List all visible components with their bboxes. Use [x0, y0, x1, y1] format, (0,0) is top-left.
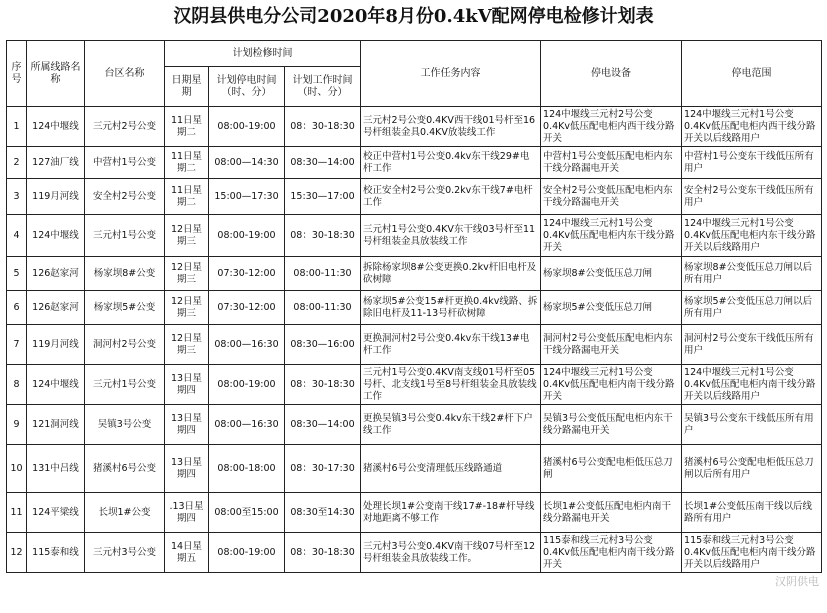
cell-area: 长坝1#公变 [85, 493, 165, 533]
cell-area: 安全村2号公变 [85, 179, 165, 215]
header-scope: 停电范围 [682, 41, 822, 107]
cell-task: 三元村1号公变0.4KV东干线03号杆至11号杆组装金具放装线工作 [361, 215, 541, 257]
cell-work: 08:00-11:30 [285, 291, 361, 325]
cell-outage: 08:00-18:00 [209, 445, 285, 493]
watermark: 汉阴供电 [775, 575, 819, 588]
cell-task: 更换吴镇3号公变0.4kv东干线2#杆下户线工作 [361, 405, 541, 445]
table-row [7, 257, 822, 291]
table-row [7, 365, 822, 405]
cell-task: 校正安全村2号公变0.2kv东干线7#电杆工作 [361, 179, 541, 215]
cell-outage: 08:00-19:00 [209, 365, 285, 405]
cell-line: 119月河线 [27, 325, 85, 365]
cell-date: 12日星期三 [165, 257, 209, 291]
cell-device: 124中堰线三元村2号公变0.4Kv低压配电柜内西干线分路开关 [541, 107, 682, 147]
cell-device: 猪溪村6号公变配电柜低压总刀闸 [541, 445, 682, 493]
cell-task: 三元村2号公变0.4KV西干线01号杆至16号杆组装金具0.4KV放装线工作 [361, 107, 541, 147]
cell-line: 124中堰线 [27, 107, 85, 147]
cell-work: 08：30-18:30 [285, 107, 361, 147]
header-date: 日期星期 [165, 67, 209, 107]
cell-outage: 08:00至15:00 [209, 493, 285, 533]
cell-device: 124中堰线三元村1号公变0.4Kv低压配电柜内东干线分路开关 [541, 215, 682, 257]
cell-outage: 08:00—16:30 [209, 405, 285, 445]
table-row [7, 215, 822, 257]
cell-area: 杨家坝8#公变 [85, 257, 165, 291]
table-row [7, 291, 822, 325]
cell-no: 5 [7, 257, 27, 291]
cell-outage: 08:00—16:30 [209, 325, 285, 365]
header-device: 停电设备 [541, 41, 682, 107]
cell-outage: 08:00—14:30 [209, 147, 285, 179]
table-row [7, 533, 822, 573]
cell-area: 吴镇3号公变 [85, 405, 165, 445]
cell-no: 10 [7, 445, 27, 493]
cell-area: 三元村1号公变 [85, 215, 165, 257]
cell-date: 13日星期四 [165, 365, 209, 405]
cell-outage: 08:00-19:00 [209, 215, 285, 257]
cell-area: 三元村3号公变 [85, 533, 165, 573]
cell-task: 更换洞河村2号公变0.4kv东干线13#电杆工作 [361, 325, 541, 365]
cell-date: 12日星期三 [165, 325, 209, 365]
cell-task: 三元村3号公变0.4KV南干线07号杆至12号杆组装金具放装线工作。 [361, 533, 541, 573]
cell-no: 6 [7, 291, 27, 325]
cell-date: 11日星期二 [165, 107, 209, 147]
cell-device: 124中堰线三元村1号公变0.4Kv低压配电柜内南干线分路开关 [541, 365, 682, 405]
header-task: 工作任务内容 [361, 41, 541, 107]
cell-work: 08：30-17:30 [285, 445, 361, 493]
cell-date: 11日星期二 [165, 179, 209, 215]
cell-task: 杨家坝5#公变15#杆更换0.4kv线路、拆除旧电杆及11-13号杆砍树障 [361, 291, 541, 325]
header-area: 台区名称 [85, 41, 165, 107]
cell-work: 08:00-11:30 [285, 257, 361, 291]
cell-outage: 07:30-12:00 [209, 257, 285, 291]
cell-line: 121洞河线 [27, 405, 85, 445]
cell-no: 8 [7, 365, 27, 405]
header-seq: 序号 [7, 41, 27, 107]
cell-device: 洞河村2号公变低压配电柜内东干线分路漏电开关 [541, 325, 682, 365]
cell-scope: 124中堰线三元村1号公变0.4Kv低压配电柜内西干线分路开关以后线路用户 [682, 107, 822, 147]
cell-device: 中营村1号公变低压配电柜内东干线分路漏电开关 [541, 147, 682, 179]
cell-line: 115泰和线 [27, 533, 85, 573]
cell-work: 08：30-18:30 [285, 365, 361, 405]
cell-no: 2 [7, 147, 27, 179]
cell-work: 15:30—17:00 [285, 179, 361, 215]
cell-outage: 07:30-12:00 [209, 291, 285, 325]
cell-task: 三元村1号公变0.4KV南支线01号杆至05号杆、北支线1号至8号杆组装金具放装线工作 [361, 365, 541, 405]
cell-outage: 08:00-19:00 [209, 107, 285, 147]
cell-work: 08:30至14:30 [285, 493, 361, 533]
cell-device: 长坝1#公变低压配电柜内南干线分路漏电开关 [541, 493, 682, 533]
cell-work: 08:30—14:00 [285, 405, 361, 445]
cell-no: 3 [7, 179, 27, 215]
outage-plan-table [6, 40, 822, 573]
cell-work: 08：30-18:30 [285, 215, 361, 257]
cell-no: 12 [7, 533, 27, 573]
cell-date: 13日星期四 [165, 405, 209, 445]
cell-date: 14日星期五 [165, 533, 209, 573]
cell-device: 115泰和线三元村3号公变0.4Kv低压配电柜内南干线分路开关 [541, 533, 682, 573]
cell-date: 11日星期二 [165, 147, 209, 179]
cell-task: 处理长坝1#公变南干线17#-18#杆导线对地距离不够工作 [361, 493, 541, 533]
header-outage-time: 计划停电时间（时、分） [209, 67, 285, 107]
cell-scope: 猪溪村6号公变配电柜低压总刀闸以后所有用户 [682, 445, 822, 493]
cell-scope: 吴镇3号公变东干线低压所有用户 [682, 405, 822, 445]
cell-area: 三元村1号公变 [85, 365, 165, 405]
cell-area: 中营村1号公变 [85, 147, 165, 179]
table-row [7, 493, 822, 533]
header-line: 所属线路名 称 [27, 41, 85, 107]
cell-device: 杨家坝8#公变低压总刀闸 [541, 257, 682, 291]
cell-date: 13日星期四 [165, 445, 209, 493]
cell-scope: 杨家坝5#公变低压总刀闸以后所有用户 [682, 291, 822, 325]
cell-task: 猪溪村6号公变清理低压线路通道 [361, 445, 541, 493]
cell-date: .13日星期四 [165, 493, 209, 533]
header-work-time: 计划工作时间（时、分） [285, 67, 361, 107]
cell-date: 12日星期三 [165, 291, 209, 325]
cell-outage: 15:00—17:30 [209, 179, 285, 215]
table-row [7, 325, 822, 365]
cell-scope: 115泰和线三元村3号公变0.4Kv低压配电柜内南干线分路开关以后线路用户 [682, 533, 822, 573]
cell-device: 吴镇3号公变低压配电柜内东干线分路漏电开关 [541, 405, 682, 445]
table-row [7, 107, 822, 147]
table-row [7, 179, 822, 215]
cell-line: 126赵家河 [27, 291, 85, 325]
cell-no: 11 [7, 493, 27, 533]
cell-scope: 中营村1号公变东干线低压所有用户 [682, 147, 822, 179]
cell-no: 4 [7, 215, 27, 257]
cell-no: 7 [7, 325, 27, 365]
cell-area: 三元村2号公变 [85, 107, 165, 147]
cell-device: 杨家坝5#公变低压总刀闸 [541, 291, 682, 325]
cell-scope: 长坝1#公变低压南干线以后线路所有用户 [682, 493, 822, 533]
cell-no: 1 [7, 107, 27, 147]
cell-work: 08:30—14:00 [285, 147, 361, 179]
cell-scope: 安全村2号公变东干线低压所有用户 [682, 179, 822, 215]
cell-work: 08：30-18:30 [285, 533, 361, 573]
cell-no: 9 [7, 405, 27, 445]
cell-line: 131中吕线 [27, 445, 85, 493]
cell-scope: 124中堰线三元村1号公变0.4Kv低压配电柜内东干线分路开关以后线路用户 [682, 215, 822, 257]
cell-area: 杨家坝5#公变 [85, 291, 165, 325]
cell-device: 安全村2号公变低压配电柜内东干线分路漏电开关 [541, 179, 682, 215]
page-title: 汉阴县供电分公司2020年8月份0.4kV配网停电检修计划表 [173, 6, 654, 27]
cell-outage: 08:00-19:00 [209, 533, 285, 573]
table-row [7, 405, 822, 445]
cell-task: 拆除杨家坝8#公变更换0.2kv杆旧电杆及砍树障 [361, 257, 541, 291]
cell-area: 猪溪村6号公变 [85, 445, 165, 493]
cell-line: 124平梁线 [27, 493, 85, 533]
header-plan-time: 计划检修时间 [165, 41, 361, 67]
cell-line: 126赵家河 [27, 257, 85, 291]
cell-area: 洞河村2号公变 [85, 325, 165, 365]
table-row [7, 147, 822, 179]
cell-line: 124中堰线 [27, 365, 85, 405]
cell-scope: 124中堰线三元村1号公变0.4Kv低压配电柜内南干线分路开关以后线路用户 [682, 365, 822, 405]
cell-line: 124中堰线 [27, 215, 85, 257]
table-row [7, 445, 822, 493]
cell-date: 12日星期三 [165, 215, 209, 257]
cell-task: 校正中营村1号公变0.4kv东干线29#电杆工作 [361, 147, 541, 179]
cell-work: 08:30—16:00 [285, 325, 361, 365]
cell-scope: 洞河村2号公变东干线低压所有用户 [682, 325, 822, 365]
cell-scope: 杨家坝8#公变低压总刀闸以后所有用户 [682, 257, 822, 291]
cell-line: 127油厂线 [27, 147, 85, 179]
cell-line: 119月河线 [27, 179, 85, 215]
